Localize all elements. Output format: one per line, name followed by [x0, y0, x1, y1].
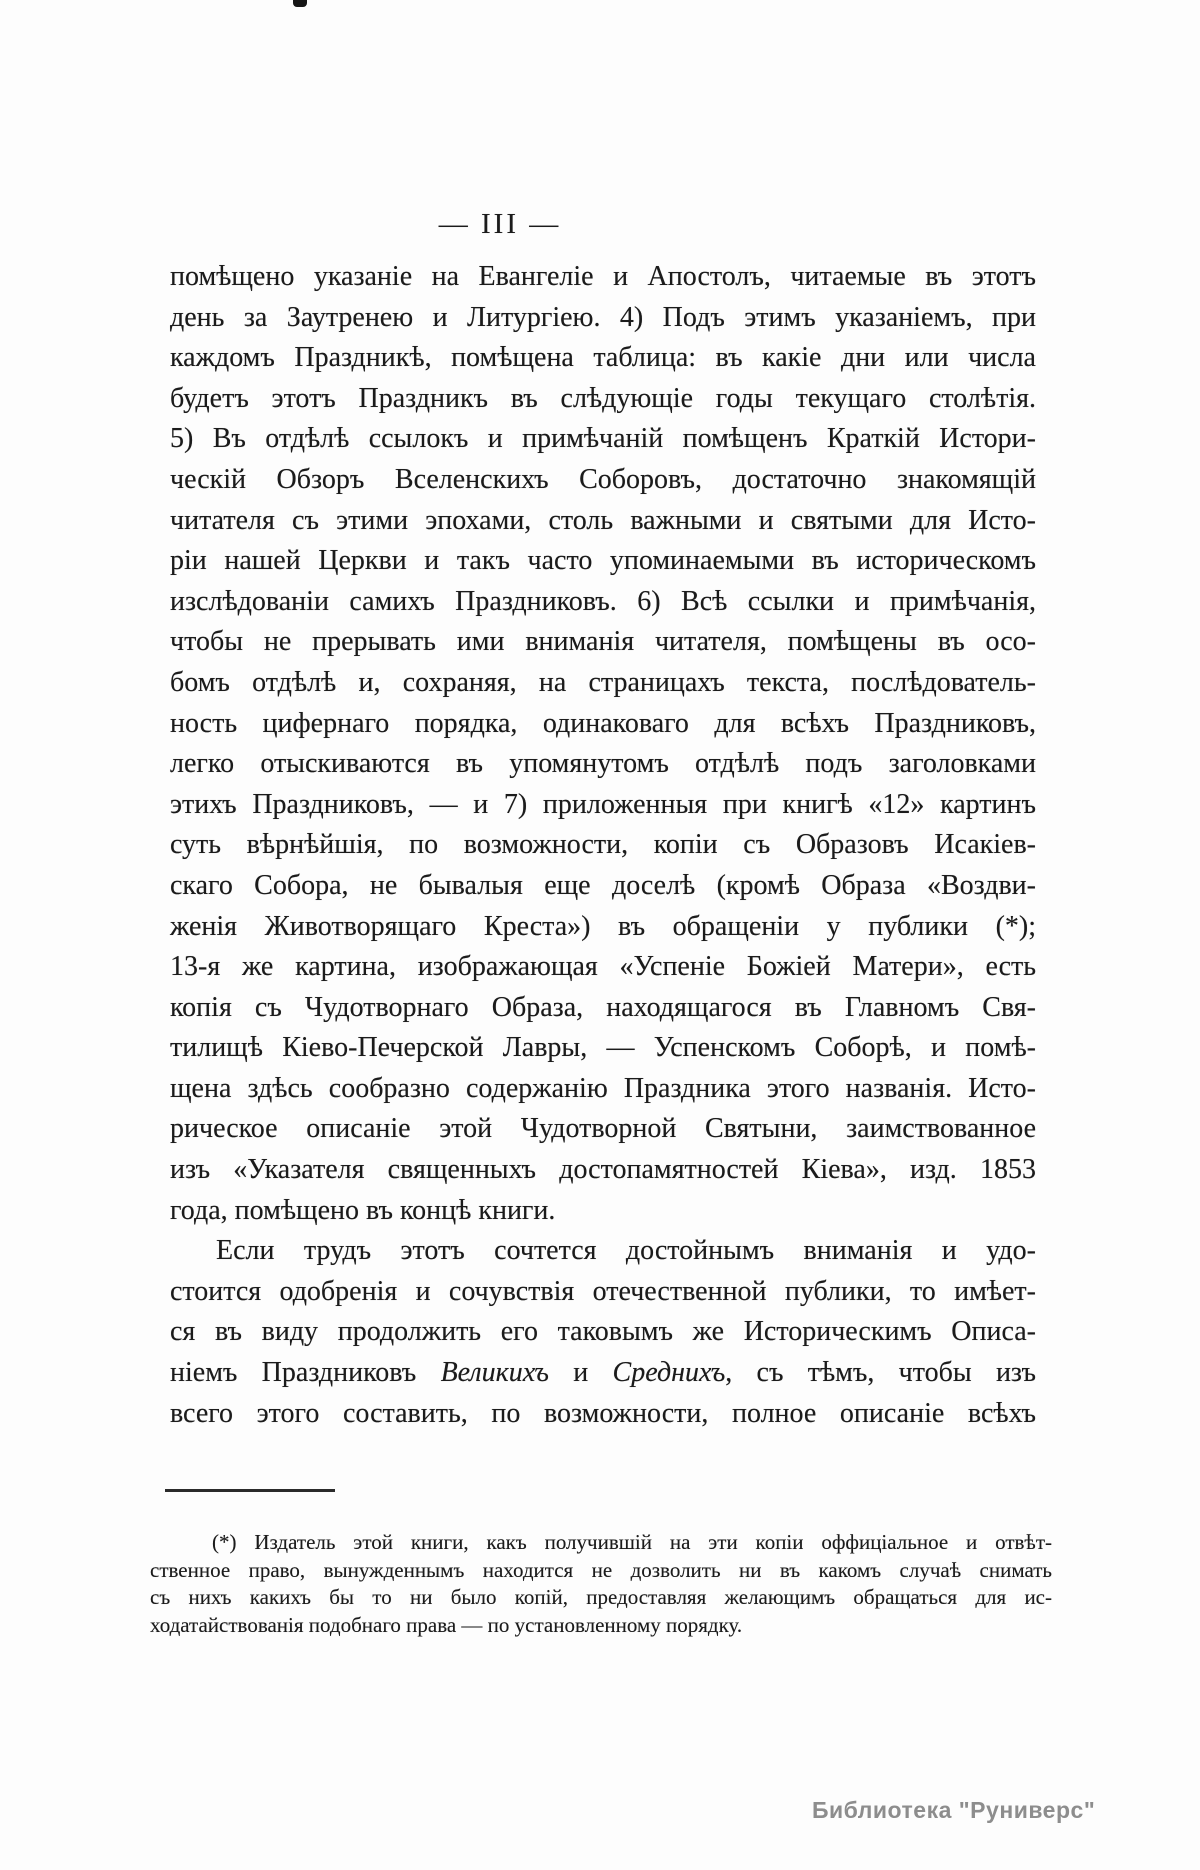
text-segment: этихъ Праздниковъ, — и 7) приложенныя при книгѣ «12» картинъ [170, 788, 1036, 820]
text-line [170, 1109, 1036, 1150]
text-line [170, 257, 1036, 298]
text-line [170, 825, 1036, 866]
text-segment: съ нихъ какихъ бы то ни было копій, предоставляя желающимъ обращаться для ис- [150, 1585, 1052, 1610]
text-segment: ность цифернаго порядка, одинаковаго для всѣхъ Праздниковъ, [170, 707, 1036, 739]
text-line [170, 1191, 1036, 1232]
text-line [170, 744, 1036, 785]
footnote [150, 1529, 1052, 1640]
text-line [170, 1394, 1036, 1435]
text-line [170, 663, 1036, 704]
text-segment: изслѣдованіи самихъ Праздниковъ. 6) Всѣ ссылки и примѣчанія, [170, 585, 1036, 617]
text-segment: и [548, 1357, 613, 1389]
library-watermark: Библиотека "Руниверс" [812, 1797, 1096, 1823]
italic-text-segment: Среднихъ [612, 1357, 726, 1389]
text-segment: Если трудъ этотъ сочтется достойнымъ вниманія и удо- [216, 1235, 1036, 1267]
text-segment: рическое описаніе этой Чудотворной Святыни, заимствованное [170, 1113, 1036, 1145]
text-segment: , съ тѣмъ, чтобы изъ [725, 1357, 1036, 1389]
text-line [170, 338, 1036, 379]
text-segment: стоится одобренія и сочувствія отечественной публики, то имѣет- [170, 1275, 1036, 1307]
text-segment: легко отыскиваются въ упомянутомъ отдѣлѣ подъ заголовками [170, 748, 1036, 780]
footnote-divider [165, 1489, 335, 1492]
text-segment: ходатайствованія подобнаго права — по установленному порядку. [150, 1613, 743, 1638]
text-segment: копія съ Чудотворнаго Образа, находящагося въ Главномъ Свя- [170, 991, 1036, 1023]
text-line [170, 988, 1036, 1029]
text-line [170, 298, 1036, 339]
text-segment: каждомъ Праздникѣ, помѣщена таблица: въ какіе дни или числа [170, 342, 1036, 374]
main-text [170, 257, 1036, 1434]
text-segment: скаго Собора, не бывалыя еще доселѣ (кромѣ Образа «Воздви- [170, 869, 1036, 901]
text-segment: помѣщено указаніе на Евангеліе и Апостолъ, читаемые въ этотъ [170, 261, 1036, 292]
text-segment: всего этого составить, по возможности, полное описаніе всѣхъ [170, 1397, 1036, 1429]
text-line [170, 379, 1036, 420]
text-segment: суть вѣрнѣйшія, по возможности, копіи съ Образовъ Исакіев- [170, 829, 1036, 861]
text-line [170, 1150, 1036, 1191]
text-segment: 5) Въ отдѣлѣ ссылокъ и примѣчаній помѣщенъ Краткій Истори- [170, 423, 1036, 455]
text-line [170, 1028, 1036, 1069]
text-line [170, 501, 1036, 542]
text-segment: (*) Издатель этой книги, какъ получившій на эти копіи оффиціальное и отвѣт- [212, 1530, 1052, 1554]
text-segment: ніемъ Праздниковъ [170, 1357, 441, 1389]
text-line [170, 907, 1036, 948]
text-segment: чтобы не прерывать ими вниманія читателя, помѣщены въ осо- [170, 626, 1036, 658]
text-line [170, 947, 1036, 988]
text-line [170, 1272, 1036, 1313]
text-line [170, 541, 1036, 582]
text-segment: щена здѣсь сообразно содержанію Праздника этого названія. Исто- [170, 1072, 1036, 1104]
text-segment: ческій Обзоръ Вселенскихъ Соборовъ, достаточно знакомящій [170, 463, 1036, 495]
text-segment: читателя съ этими эпохами, столь важными и святыми для Исто- [170, 504, 1036, 536]
text-segment: ственное право, вынужденнымъ находится не дозволить ни въ какомъ случаѣ снимать [150, 1557, 1052, 1582]
text-line [150, 1557, 1052, 1585]
text-line [170, 1312, 1036, 1353]
text-segment: 13-я же картина, изображающая «Успеніе Божіей Матери», есть [170, 951, 1036, 983]
text-segment: будетъ этотъ Праздникъ въ слѣдующіе годы текущаго столѣтія. [170, 382, 1036, 414]
page-number: — III — [438, 208, 562, 240]
text-line [170, 866, 1036, 907]
text-line [170, 785, 1036, 826]
text-segment: бомъ отдѣлѣ и, сохраняя, на страницахъ текста, послѣдователь- [170, 666, 1036, 698]
text-segment: ся въ виду продолжить его таковымъ же Историческимъ Описа- [170, 1316, 1036, 1348]
text-line [150, 1584, 1052, 1612]
text-segment: женія Животворящаго Креста») въ обращеніи у публики (*); [170, 910, 1036, 942]
text-line [150, 1612, 1052, 1640]
text-line [170, 1353, 1036, 1394]
text-line [170, 460, 1036, 501]
scan-speck [293, 0, 307, 7]
text-line [170, 622, 1036, 663]
text-segment: изъ «Указателя священныхъ достопамятностей Кіева», изд. 1853 [170, 1154, 1036, 1186]
italic-text-segment: Великихъ [440, 1357, 549, 1389]
text-segment: года, помѣщено въ концѣ книги. [170, 1194, 556, 1226]
text-line [170, 582, 1036, 623]
text-segment: тилищѣ Кіево-Печерской Лавры, — Успенскомъ Соборѣ, и помѣ- [170, 1032, 1036, 1064]
text-line [170, 1069, 1036, 1110]
text-segment: день за Заутренею и Литургіею. 4) Подъ этимъ указаніемъ, при [170, 301, 1036, 333]
text-line [170, 419, 1036, 460]
text-line [170, 704, 1036, 745]
text-segment: ріи нашей Церкви и такъ часто упоминаемыми въ историческомъ [170, 545, 1036, 577]
text-line [170, 1231, 1036, 1272]
text-line [150, 1529, 1052, 1557]
